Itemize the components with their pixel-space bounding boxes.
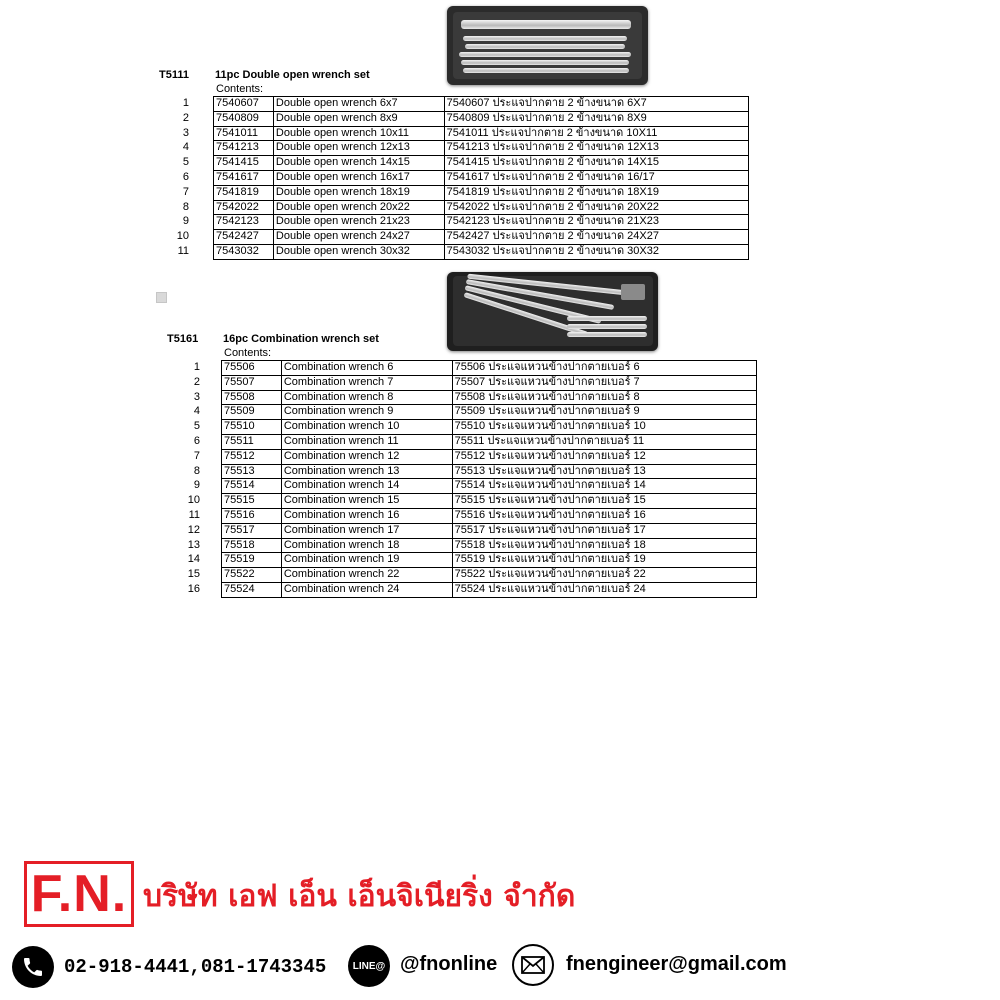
- table-row: [214, 215, 749, 230]
- item-name-th: 7542022 ประแจปากตาย 2 ข้างขนาด 20X22: [444, 200, 748, 215]
- placeholder-image-icon: [156, 292, 167, 303]
- table-row: [222, 390, 757, 405]
- item-name-th: 75509 ประแจแหวนข้างปากตายเบอร์ 9: [452, 405, 756, 420]
- item-code: 75511: [222, 434, 282, 449]
- fn-logo: [24, 861, 134, 927]
- table-row: [222, 568, 757, 583]
- item-name-th: 75524 ประแจแหวนข้างปากตายเบอร์ 24: [452, 582, 756, 597]
- row-number: 15: [187, 568, 200, 581]
- row-number: 3: [182, 126, 189, 139]
- item-code: 7540809: [214, 111, 274, 126]
- row-number: 13: [187, 538, 200, 551]
- contact-bar: [0, 944, 1000, 988]
- item-name-en: Double open wrench 12x13: [273, 141, 444, 156]
- item-code: 75515: [222, 494, 282, 509]
- item-code: 75518: [222, 538, 282, 553]
- item-name-th: 7541213 ประแจปากตาย 2 ข้างขนาด 12X13: [444, 141, 748, 156]
- item-name-en: Double open wrench 30x32: [273, 244, 444, 259]
- item-name-en: Double open wrench 10x11: [273, 126, 444, 141]
- item-name-en: Combination wrench 18: [281, 538, 452, 553]
- item-name-en: Combination wrench 11: [281, 434, 452, 449]
- table-row: [222, 464, 757, 479]
- item-code: 75512: [222, 449, 282, 464]
- item-name-en: Combination wrench 9: [281, 405, 452, 420]
- item-name-th: 75508 ประแจแหวนข้างปากตายเบอร์ 8: [452, 390, 756, 405]
- table-row: [222, 405, 757, 420]
- item-name-en: Combination wrench 22: [281, 568, 452, 583]
- set1-contents-label: Contents:: [216, 83, 264, 95]
- table-row: [222, 449, 757, 464]
- table-row: [222, 508, 757, 523]
- phone-numbers: 02-918-4441,081-1743345: [64, 956, 327, 978]
- item-name-en: Double open wrench 6x7: [273, 97, 444, 112]
- table-row: [222, 538, 757, 553]
- table-row: [214, 185, 749, 200]
- item-name-en: Combination wrench 19: [281, 553, 452, 568]
- row-number: 9: [193, 479, 200, 492]
- line-badge-text: LINE@: [352, 960, 386, 972]
- item-name-en: Combination wrench 15: [281, 494, 452, 509]
- item-code: 7542022: [214, 200, 274, 215]
- set2-contents-table: [221, 360, 757, 598]
- table-row: [222, 523, 757, 538]
- item-code: 7540607: [214, 97, 274, 112]
- item-code: 75522: [222, 568, 282, 583]
- item-name-en: Combination wrench 7: [281, 375, 452, 390]
- row-number: 4: [182, 141, 189, 154]
- row-number: 11: [177, 245, 189, 257]
- item-name-th: 7541819 ประแจปากตาย 2 ข้างขนาด 18X19: [444, 185, 748, 200]
- table-row: [222, 494, 757, 509]
- item-name-en: Combination wrench 16: [281, 508, 452, 523]
- email-address: fnengineer@gmail.com: [566, 953, 787, 975]
- row-number: 2: [182, 111, 189, 124]
- item-name-th: 7541415 ประแจปากตาย 2 ข้างขนาด 14X15: [444, 156, 748, 171]
- mail-icon: [512, 944, 554, 986]
- phone-icon: [12, 946, 54, 988]
- item-code: 75510: [222, 420, 282, 435]
- row-number: 10: [187, 494, 200, 507]
- item-name-en: Combination wrench 14: [281, 479, 452, 494]
- item-name-en: Combination wrench 12: [281, 449, 452, 464]
- item-code: 75513: [222, 464, 282, 479]
- set2-product-photo: [447, 272, 658, 351]
- item-code: 7541819: [214, 185, 274, 200]
- item-code: 75517: [222, 523, 282, 538]
- item-name-en: Double open wrench 8x9: [273, 111, 444, 126]
- table-row: [214, 156, 749, 171]
- row-number: 11: [188, 509, 200, 521]
- table-row: [222, 553, 757, 568]
- table-row: [214, 141, 749, 156]
- item-name-th: 7541011 ประแจปากตาย 2 ข้างขนาด 10X11: [444, 126, 748, 141]
- set2-code: T5161: [167, 333, 199, 345]
- row-number: 1: [193, 361, 200, 373]
- item-code: 75509: [222, 405, 282, 420]
- table-row: [214, 200, 749, 215]
- row-number: 8: [182, 200, 189, 213]
- item-name-th: 7541617 ประแจปากตาย 2 ข้างขนาด 16/17: [444, 170, 748, 185]
- row-number: 6: [193, 435, 200, 447]
- row-number: 10: [176, 230, 189, 243]
- fn-logo-text: F.N.: [30, 865, 128, 923]
- item-code: 75516: [222, 508, 282, 523]
- item-name-th: 7540607 ประแจปากตาย 2 ข้างขนาด 6X7: [444, 97, 748, 112]
- row-number: 7: [182, 185, 189, 198]
- item-code: 7542427: [214, 230, 274, 245]
- item-code: 7541415: [214, 156, 274, 171]
- item-code: 7541213: [214, 141, 274, 156]
- item-name-en: Combination wrench 24: [281, 582, 452, 597]
- item-name-en: Combination wrench 10: [281, 420, 452, 435]
- set1-contents-table: [213, 96, 749, 260]
- row-number: 9: [182, 215, 189, 228]
- item-name-th: 75511 ประแจแหวนข้างปากตายเบอร์ 11: [452, 434, 756, 449]
- item-name-th: 7540809 ประแจปากตาย 2 ข้างขนาด 8X9: [444, 111, 748, 126]
- item-name-th: 75516 ประแจแหวนข้างปากตายเบอร์ 16: [452, 508, 756, 523]
- table-row: [222, 361, 757, 376]
- item-name-th: 75513 ประแจแหวนข้างปากตายเบอร์ 13: [452, 464, 756, 479]
- item-name-th: 7542427 ประแจปากตาย 2 ข้างขนาด 24X27: [444, 230, 748, 245]
- row-number: 16: [187, 583, 200, 595]
- row-number: 2: [193, 375, 200, 388]
- set1-title: 11pc Double open wrench set: [215, 69, 370, 81]
- item-name-th: 75510 ประแจแหวนข้างปากตายเบอร์ 10: [452, 420, 756, 435]
- item-code: 75519: [222, 553, 282, 568]
- item-name-th: 75522 ประแจแหวนข้างปากตายเบอร์ 22: [452, 568, 756, 583]
- row-number: 4: [193, 405, 200, 418]
- item-name-en: Double open wrench 24x27: [273, 230, 444, 245]
- item-name-en: Double open wrench 18x19: [273, 185, 444, 200]
- row-number: 12: [187, 523, 200, 536]
- item-code: 75508: [222, 390, 282, 405]
- item-code: 75514: [222, 479, 282, 494]
- set2-contents-label: Contents:: [224, 347, 272, 359]
- item-name-th: 7543032 ประแจปากตาย 2 ข้างขนาด 30X32: [444, 244, 748, 259]
- item-name-th: 75519 ประแจแหวนข้างปากตายเบอร์ 19: [452, 553, 756, 568]
- table-row: [214, 170, 749, 185]
- company-name: บริษัท เอฟ เอ็น เอ็นจิเนียริ่ง จำกัด: [143, 879, 576, 914]
- item-name-th: 75507 ประแจแหวนข้างปากตายเบอร์ 7: [452, 375, 756, 390]
- item-name-en: Combination wrench 13: [281, 464, 452, 479]
- line-icon: [348, 945, 390, 987]
- table-row: [214, 244, 749, 259]
- table-row: [214, 97, 749, 112]
- item-code: 7543032: [214, 244, 274, 259]
- table-row: [222, 420, 757, 435]
- item-name-th: 75515 ประแจแหวนข้างปากตายเบอร์ 15: [452, 494, 756, 509]
- row-number: 5: [193, 420, 200, 433]
- item-name-th: 75517 ประแจแหวนข้างปากตายเบอร์ 17: [452, 523, 756, 538]
- item-name-en: Double open wrench 21x23: [273, 215, 444, 230]
- item-code: 7541617: [214, 170, 274, 185]
- table-row: [214, 111, 749, 126]
- row-number: 6: [182, 171, 189, 183]
- table-row: [222, 375, 757, 390]
- item-name-en: Double open wrench 20x22: [273, 200, 444, 215]
- set1-product-photo: [447, 6, 648, 85]
- item-name-en: Combination wrench 6: [281, 361, 452, 376]
- item-name-en: Combination wrench 8: [281, 390, 452, 405]
- item-name-th: 75512 ประแจแหวนข้างปากตายเบอร์ 12: [452, 449, 756, 464]
- item-code: 7542123: [214, 215, 274, 230]
- table-row: [222, 582, 757, 597]
- table-row: [214, 230, 749, 245]
- item-name-th: 75506 ประแจแหวนข้างปากตายเบอร์ 6: [452, 361, 756, 376]
- set1-code: T5111: [159, 69, 189, 81]
- item-name-en: Combination wrench 17: [281, 523, 452, 538]
- line-id: @fnonline: [400, 953, 498, 975]
- row-number: 3: [193, 390, 200, 403]
- item-code: 75506: [222, 361, 282, 376]
- item-name-th: 75518 ประแจแหวนข้างปากตายเบอร์ 18: [452, 538, 756, 553]
- table-row: [222, 434, 757, 449]
- row-number: 1: [182, 97, 189, 109]
- row-number: 14: [187, 553, 200, 566]
- item-name-en: Double open wrench 16x17: [273, 170, 444, 185]
- table-row: [222, 479, 757, 494]
- set2-title: 16pc Combination wrench set: [223, 333, 379, 345]
- item-code: 75507: [222, 375, 282, 390]
- row-number: 7: [193, 449, 200, 462]
- item-name-en: Double open wrench 14x15: [273, 156, 444, 171]
- row-number: 5: [182, 156, 189, 169]
- item-name-th: 75514 ประแจแหวนข้างปากตายเบอร์ 14: [452, 479, 756, 494]
- row-number: 8: [193, 464, 200, 477]
- table-row: [214, 126, 749, 141]
- item-name-th: 7542123 ประแจปากตาย 2 ข้างขนาด 21X23: [444, 215, 748, 230]
- item-code: 7541011: [214, 126, 274, 141]
- item-code: 75524: [222, 582, 282, 597]
